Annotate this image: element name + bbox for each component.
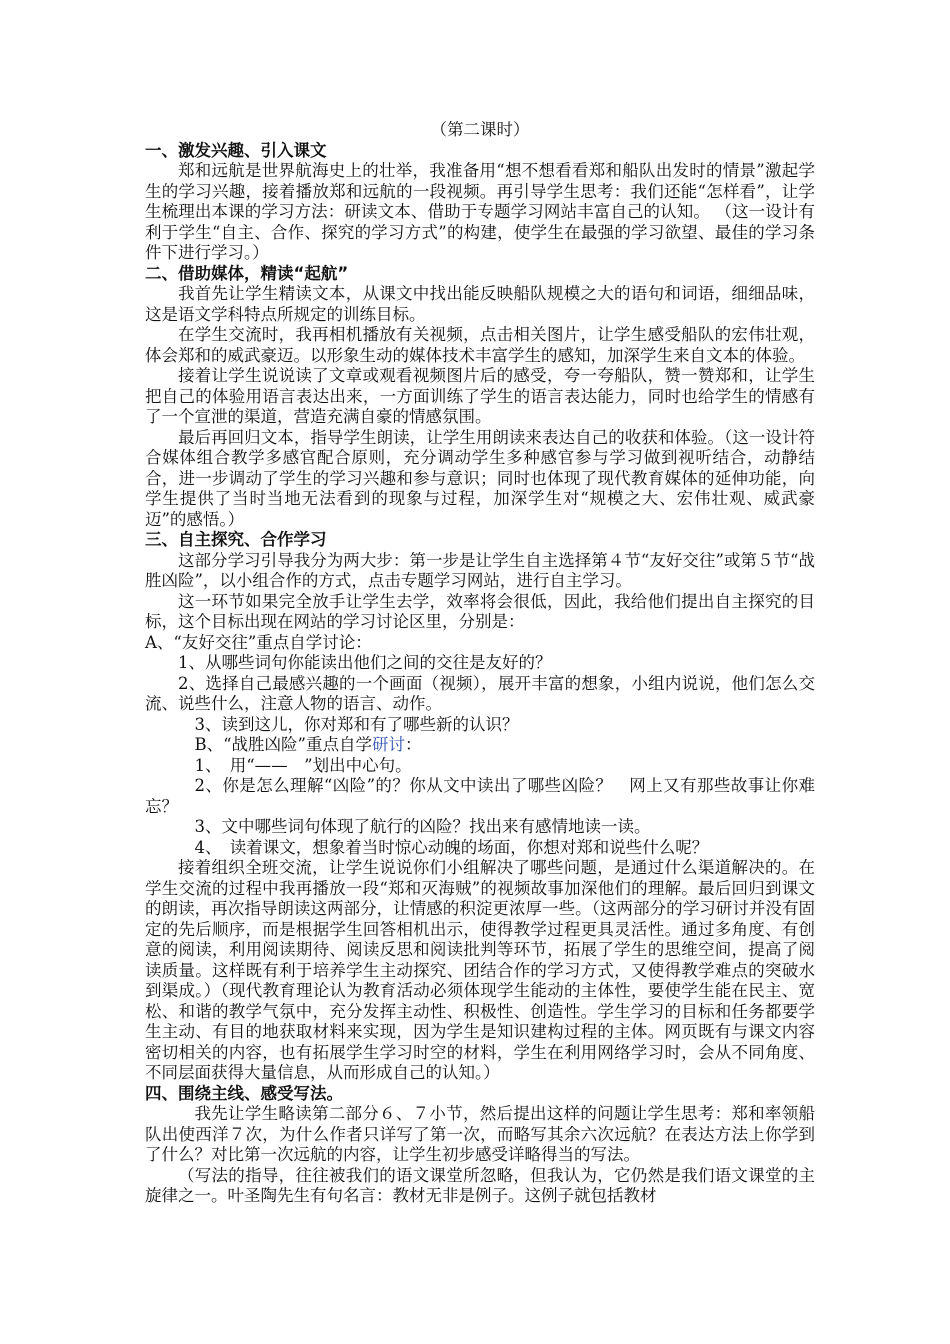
section-4-heading: 四、围绕主线、感受写法。 [145, 1083, 343, 1103]
list-item: 2、选择自己最感兴趣的一个画面（视频），展开丰富的想象，小组内说说，他们怎么交流、说些什么，注意人物的语言、动作。 [145, 673, 815, 713]
list-item: 4、 读着课文，想象着当时惊心动魄的场面，你想对郑和说些什么呢？ [194, 837, 709, 857]
paragraph: 接着组织全班交流，让学生说说你们小组解决了哪些问题，是通过什么渠道解决的。在学生交流的过程中我再播放一段“郑和灭海贼”的视频故事加深他们的理解。最后回归到课文的朗读，再次指导朗读这两部分，让情感的积淀更浓厚一些。（这两部分的学习研讨并没有固定的先后顺序，而是根据学生回答相机出示，使得教学过程更具灵活性。通过多角度、有创意的阅读，利用阅读期待、阅读反思和阅读批判等环节，拓展了学生的思维空间，提高了阅读质量。这样既有利于培养学生主动探究、团结合作的学习方式，又使得教学难点的突破水到渠成。）（现代教育理论认为教育活动必须体现学生能动的主体性，要使学生能在民主、宽松、和谐的教学气氛中，充分发挥主动性、积极性、创造性。学生学习的目标和任务都要学生主动、有目的地获取材料来实现，因为学生是知识建构过程的主体。网页既有与课文内容密切相关的内容，也有拓展学生学习时空的材料，学生在利用网络学习时，会从不同角度、不同层面获得大量信息，从而形成自己的认知。） [145, 858, 815, 1082]
section-1-heading: 一、激发兴趣、引入课文 [145, 140, 327, 160]
item-b-title [145, 735, 815, 756]
discussion-link[interactable]: 研讨 [372, 735, 405, 754]
session-label: （第二课时） [430, 120, 530, 139]
paragraph: 郑和远航是世界航海史上的壮举，我准备用“想不想看看郑和船队出发时的情景”激起学生的学习兴趣，接着播放郑和远航的一段视频。再引导学生思考：我们还能“怎样看”，让学生梳理出本课的学习方法：研读文本、借助于专题学习网站丰富自己的认知。 （这一设计有利于学生“自主、合作、探究的学习方式”的构建，使学生在最强的学习欲望、最佳的学习条件下进行学习。） [145, 161, 815, 262]
item-a-title: A、“友好交往”重点自学讨论： [145, 632, 372, 652]
item-b-text: B、“战胜凶险”重点自学 [194, 735, 372, 754]
paragraph: 我先让学生略读第二部分６、７小节，然后提出这样的问题让学生思考：郑和率领船队出使西洋７次，为什么作者只详写了第一次，而略写其余六次远航？在表达方法上你学到了什么？对比第一次远航的内容，让学生初步感受详略得当的写法。 [145, 1104, 815, 1164]
section-3-heading: 三、自主探究、合作学习 [145, 530, 327, 549]
paragraph: （写法的指导，往往被我们的语文课堂所忽略，但我认为，它仍然是我们语文课堂的主旋律之一。叶圣陶先生有句名言：教材无非是例子。这例子就包括教材 [145, 1165, 815, 1205]
paragraph: 这部分学习引导我分为两大步：第一步是让学生自主选择第４节“友好交往”或第５节“战胜凶险”，以小组合作的方式，点击专题学习网站，进行自主学习。 [145, 550, 815, 590]
document-page [145, 120, 815, 1207]
list-item: 3、文中哪些词句体现了航行的凶险？找出来有感情地读一读。 [194, 817, 651, 836]
section-2-heading: 二、借助媒体，精读“起航” [145, 263, 349, 283]
paragraph: 最后再回归文本，指导学生朗读，让学生用朗读来表达自己的收获和体验。（这一设计符合媒体组合教学多感官配合原则，充分调动学生多种感官参与学习做到视听结合，动静结合，进一步调动了学生的学习兴趣和参与意识；同时也体现了现代教育媒体的延伸功能，向学生提供了当时当地无法看到的现象与过程，加深学生对“规模之大、宏伟壮观、威武豪迈”的感悟。） [145, 427, 815, 529]
paragraph: 接着让学生说说读了文章或观看视频图片后的感受，夸一夸船队，赞一赞郑和，让学生把自己的体验用语言表达出来，一方面训练了学生的语言表达能力，同时也给学生的情感有了一个宣泄的渠道，营造充满自豪的情感氛围。 [145, 366, 815, 426]
paragraph: 这一环节如果完全放手让学生去学，效率将会很低，因此，我给他们提出自主探究的目标，这个目标出现在网站的学习讨论区里，分别是： [145, 591, 815, 631]
list-item: 1、从哪些词句你能读出他们之间的交往是友好的？ [178, 653, 552, 672]
paragraph: 我首先让学生精读文本，从课文中找出能反映船队规模之大的语句和词语，细细品味，这是语文学科特点所规定的训练目标。 [145, 284, 815, 324]
list-item: 1、 用“—— ”划出中心句。 [194, 755, 412, 775]
item-b-colon: ： [405, 735, 422, 754]
list-item: 2、你是怎么理解“凶险”的？你从文中读出了哪些凶险？ 网上又有那些故事让你难忘？ [145, 776, 815, 816]
paragraph: 在学生交流时，我再相机播放有关视频，点击相关图片，让学生感受船队的宏伟壮观，体会郑和的威武豪迈。以形象生动的媒体技术丰富学生的感知，加深学生来自文本的体验。 [145, 325, 815, 365]
list-item: 3、读到这儿，你对郑和有了哪些新的认识？ [194, 714, 519, 734]
